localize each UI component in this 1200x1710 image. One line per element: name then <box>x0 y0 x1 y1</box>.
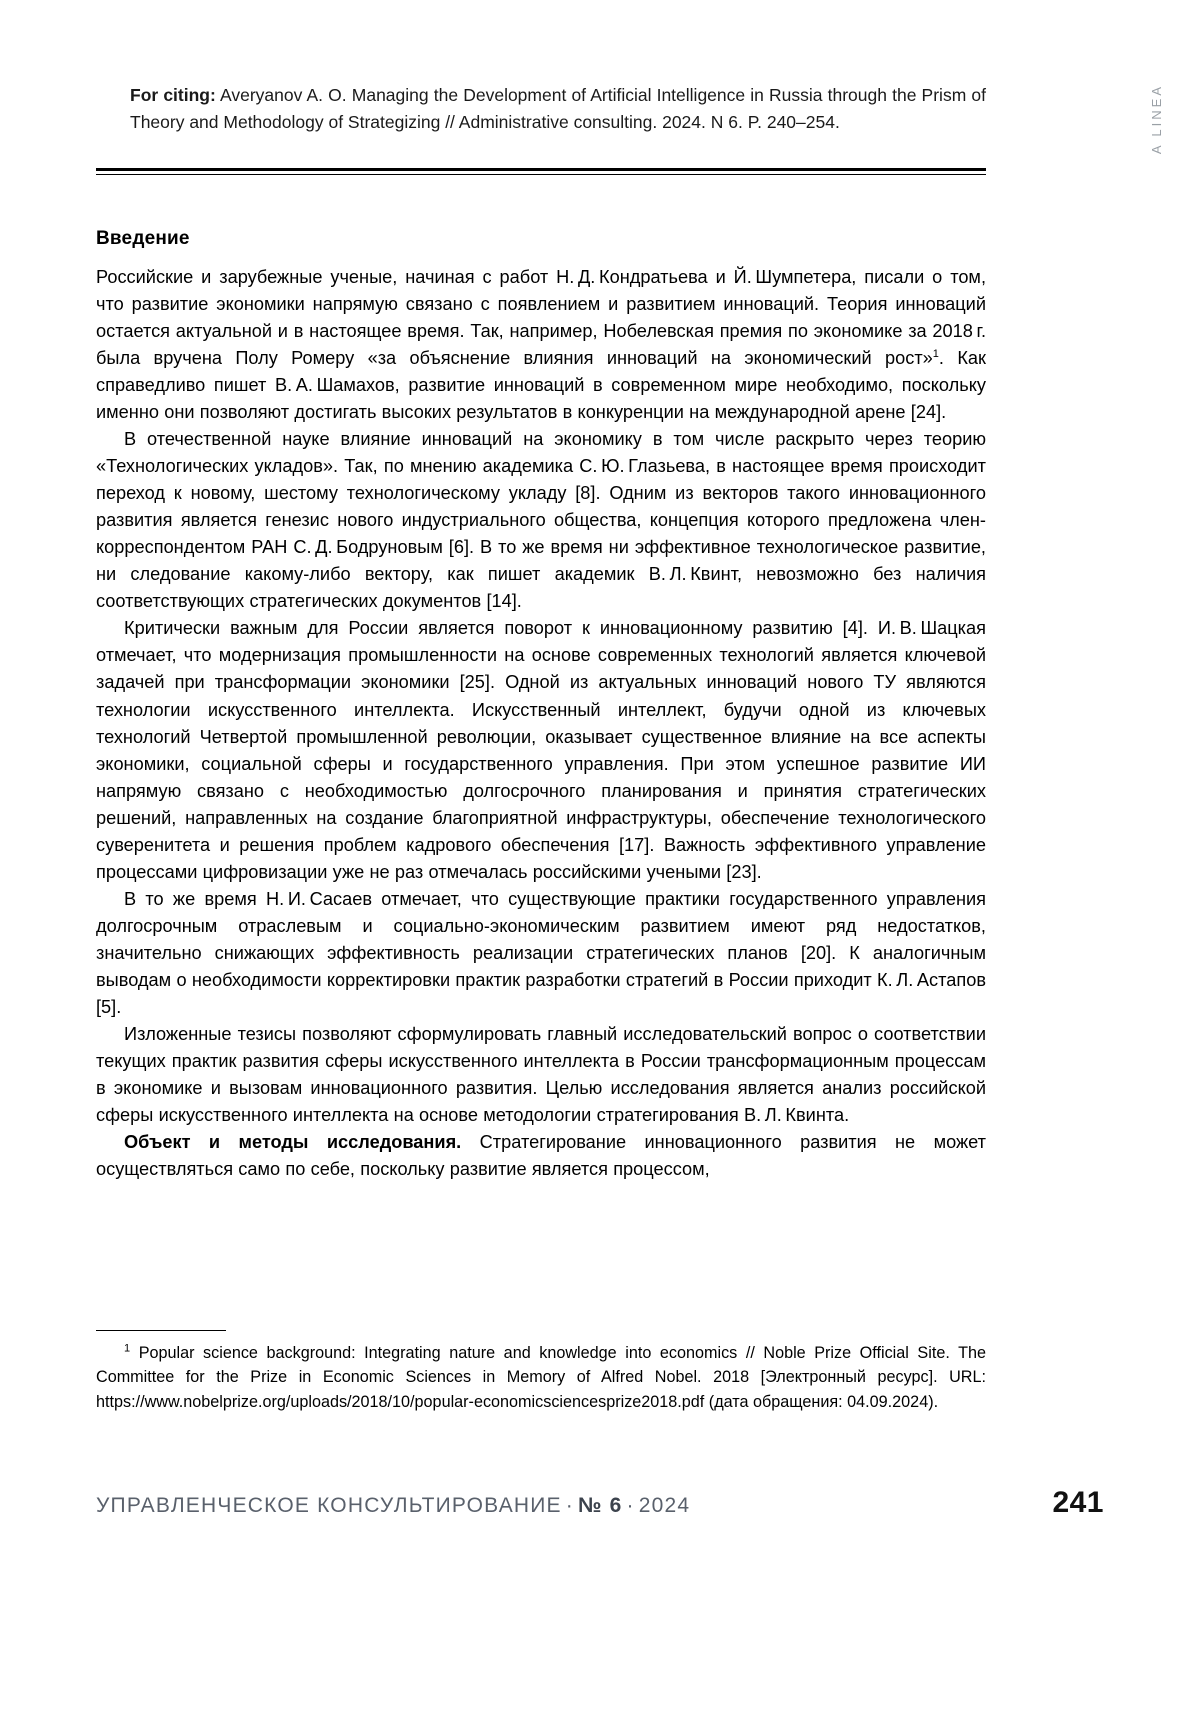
footnote-1 <box>96 1341 986 1414</box>
footer-issue: № 6 <box>577 1494 623 1517</box>
footer-separator-1: · <box>565 1494 574 1517</box>
section-heading: Введение <box>96 228 190 249</box>
footnote-marker: 1 <box>124 1342 131 1355</box>
side-running-label: A LINEA <box>1149 84 1164 155</box>
citation-block <box>130 82 986 135</box>
footer-journal-name: УПРАВЛЕНЧЕСКОЕ КОНСУЛЬТИРОВАНИЕ <box>96 1494 562 1517</box>
footnote-reference-1[interactable]: 1 <box>932 348 939 361</box>
paragraph-6-lead: Объект и методы исследования. <box>124 1132 462 1152</box>
paragraph-5: Изложенные тезисы позволяют сформулировать главный исследовательский вопрос о соответствии текущих практик развития сферы искусственного интеллекта в России трансформационным процессам в экономике и вызовам инновационного развития. Целью исследования является анализ российской сферы искусственного интеллекта на основе методологии стратегирования В. Л. Квинта. <box>96 1023 986 1125</box>
footer-year: 2024 <box>638 1494 691 1517</box>
footer-journal-line <box>96 1494 690 1518</box>
citation-text: Averyanov A. O. Managing the Development of Artificial Intelligence in Russia through the Prism of Theory and Methodology of Strategizing // Administrative consulting. 2024. N 6. P. 240–254. <box>130 85 986 132</box>
paragraph-1 <box>96 264 986 426</box>
footnote-text: Popular science background: Integrating nature and knowledge into economics // Noble Prize Official Site. The Committee for the Prize in Economic Sciences in Memory of Alfred Nobel. 2018 [Электронный ресурс]. URL: https://www.nobelprize.org/uploads/2018/10/popular-economicsciencesprize2018.pdf (дата обращения: 04.09.2024). <box>96 1344 986 1411</box>
article-body <box>96 228 986 1183</box>
citation-lead: For citing: <box>130 85 216 105</box>
paragraph-4: В то же время Н. И. Сасаев отмечает, что существующие практики государственного управления долгосрочным отраслевым и социально-экономическим развитием имеют ряд недостатков, значительно снижающих эффективность реализации стратегических планов [20]. К аналогичным выводам о необходимости корректировки практик разработки стратегий в России приходит К. Л. Астапов [5]. <box>96 888 986 1017</box>
paragraph-1-text-b: . Как справедливо пишет В. А. Шамахов, развитие инноваций в современном мире необходимо, поскольку именно они позволяют достигать высоких результатов в конкуренции на международной арене [24]. <box>96 348 986 423</box>
paragraph-6 <box>96 1129 986 1183</box>
paragraph-3: Критически важным для России является поворот к инновационному развитию [4]. И. В. Шацкая отмечает, что модернизация промышленности на основе современных технологий является ключевой задачей при трансформации экономики [25]. Одной из актуальных инноваций нового ТУ являются технологии искусственного интеллекта. Искусственный интеллект, будучи одной из ключевых технологий Четвертой промышленной революции, оказывает существенное влияние на все аспекты экономики, социальной сферы и государственного управления. При этом успешное развитие ИИ напрямую связано с необходимостью долгосрочного планирования и принятия стратегических решений, направленных на создание благоприятной инфраструктуры, обеспечение технологического суверенитета и решения проблем кадрового обеспечения [17]. Важность эффективного управление процессами цифровизации уже не раз отмечалась российскими учеными [23]. <box>96 618 986 882</box>
divider-thin <box>96 174 986 175</box>
paragraph-6-text: Стратегирование инновационного развития не может осуществляться само по себе, поскольку развитие является процессом, <box>96 1132 987 1180</box>
divider-thick <box>96 168 986 171</box>
footnote-divider <box>96 1330 226 1331</box>
header-divider <box>96 168 986 175</box>
paragraph-2: В отечественной науке влияние инноваций на экономику в том числе раскрыто через теорию «Технологических укладов». Так, по мнению академика С. Ю. Глазьева, в настоящее время происходит переход к новому, шестому технологическому укладу [8]. Одним из векторов такого инновационного развития является генезис нового индустриального общества, концепция которого предложена член-корреспондентом РАН С. Д. Бодруновым [6]. В то же время ни эффективное технологическое развитие, ни следование какому-либо вектору, как пишет академик В. Л. Квинт, невозможно без наличия соответствующих стратегических документов [14]. <box>96 429 986 612</box>
page-number: 241 <box>1052 1486 1104 1519</box>
paragraph-1-text-a: Российские и зарубежные ученые, начиная с работ Н. Д. Кондратьева и Й. Шумпетера, писали о том, что развитие экономики напрямую связано с появлением и развитием инноваций. Теория инноваций остается актуальной и в настоящее время. Так, например, Нобелевская премия по экономике за 2018 г. была вручена Полу Ромеру «за объяснение влияния инноваций на экономический рост» <box>96 267 986 369</box>
footer-separator-2: · <box>626 1494 635 1517</box>
footnote-block <box>96 1330 986 1414</box>
page-footer <box>96 1486 1104 1520</box>
